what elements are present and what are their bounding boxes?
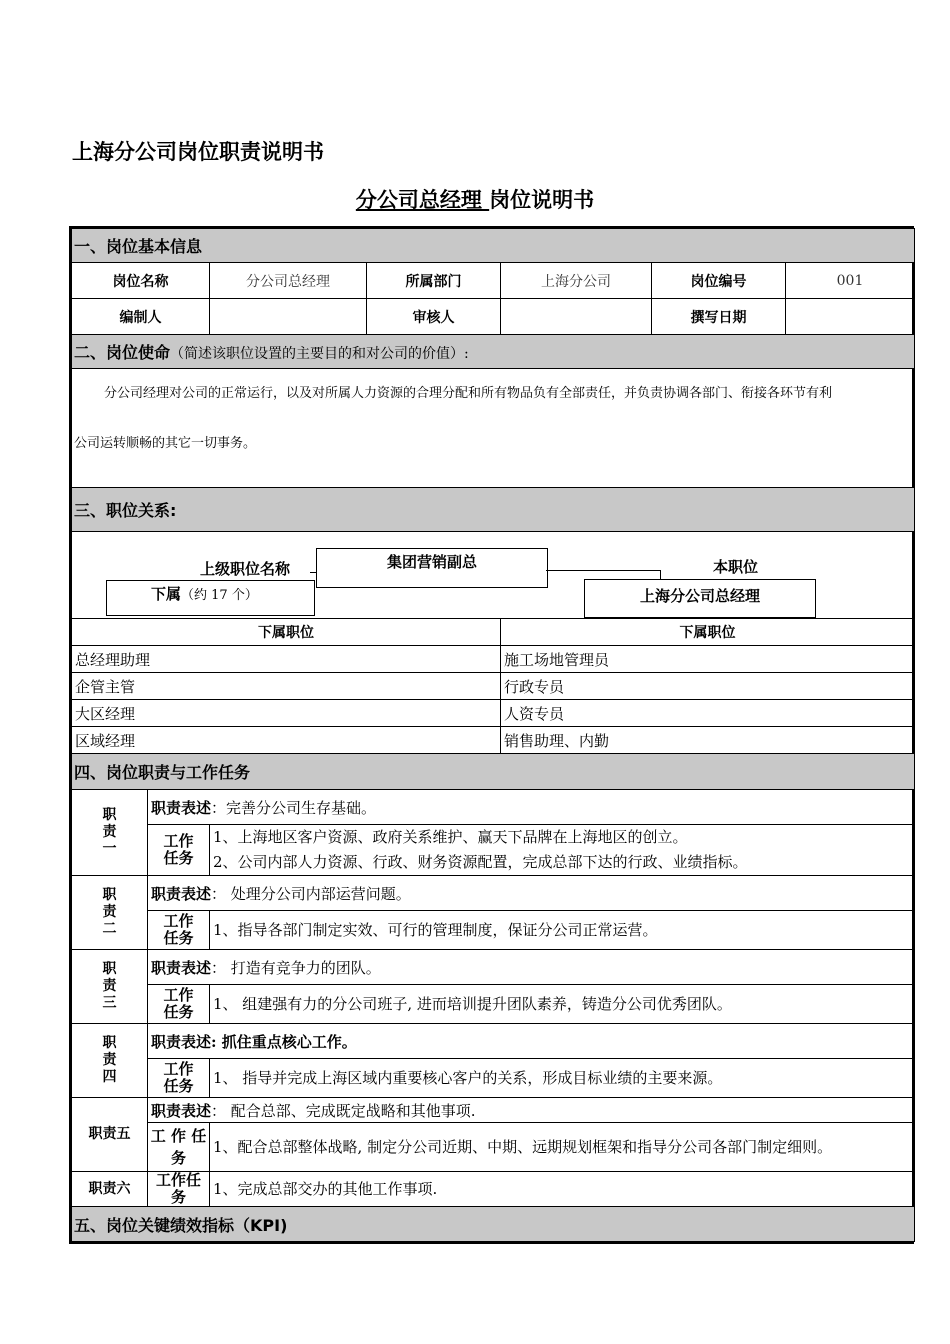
mission-title-text: 二、岗位使命: [74, 343, 171, 362]
self-box: 上海分公司总经理: [584, 579, 816, 618]
duty-description-text: ： 打造有竞争力的团队。: [211, 958, 381, 977]
label-reviewer: 审核人: [367, 299, 501, 335]
subordinate-position: 总经理助理: [72, 646, 501, 673]
duty-description: [148, 790, 915, 825]
task-item: 1、指导各部门制定实效、可行的管理制度，保证分公司正常运营。: [213, 920, 658, 939]
value-position-code: 001: [786, 263, 915, 299]
connector-line: [546, 570, 661, 571]
connector-line: [310, 572, 316, 573]
mission-title-note: （简述该职位设置的主要目的和对公司的价值）:: [170, 346, 469, 362]
subordinate-position: 销售助理、内勤: [501, 727, 915, 754]
duty-description-label: 职责表述: [151, 884, 212, 903]
duty-description: [148, 1098, 915, 1123]
form-title-position: 分公司总经理: [355, 188, 490, 212]
subordinate-position: 行政专员: [501, 673, 915, 700]
duty-description-label: 职责表述: [151, 958, 212, 977]
mission-line-2: 公司运转顺畅的其它一切事务。: [74, 436, 257, 451]
job-description-form: [69, 226, 914, 1244]
label-position-name: 岗位名称: [72, 263, 210, 299]
task-item: 1、 指导并完成上海区域内重要核心客户的关系，形成目标业绩的主要来源。: [213, 1068, 723, 1087]
task-item: 1、完成总部交办的其他工作事项.: [213, 1179, 438, 1198]
value-position-name: 分公司总经理: [210, 263, 367, 299]
value-reviewer: [501, 299, 652, 335]
duty-name: 职 责 一: [72, 790, 148, 876]
duty-description-label: 职责表述: [151, 1101, 212, 1120]
section-duties-title: 四、岗位职责与工作任务: [72, 754, 915, 790]
task-list: [210, 911, 915, 950]
value-date: [786, 299, 915, 335]
mission-text: [72, 369, 915, 488]
task-item: 1、配合总部整体战略, 制定分公司近期、中期、远期规划框架和指导分公司各部门制定细则。: [213, 1137, 833, 1156]
task-label: 工作 任务: [148, 911, 210, 950]
subordinate-position: 人资专员: [501, 700, 915, 727]
form-title: [0, 184, 950, 214]
task-label: 工作 任务: [148, 1059, 210, 1098]
section-mission-title: [72, 335, 915, 369]
duty-description-label: 职责表述: [151, 798, 212, 817]
task-label: 工 作 任 务: [148, 1123, 210, 1172]
duty-name: 职 责 四: [72, 1024, 148, 1098]
task-item: 1、上海地区客户资源、政府关系维护、赢天下品牌在上海地区的创立。: [213, 828, 688, 846]
duty-description-text: : 抓住重点核心工作。: [211, 1032, 357, 1051]
duty-description-text: ： 配合总部、完成既定战略和其他事项.: [211, 1101, 476, 1120]
subordinate-position: 施工场地管理员: [501, 646, 915, 673]
superior-label: 上级职位名称: [200, 560, 291, 578]
label-position-code: 岗位编号: [652, 263, 786, 299]
section-basic-info-title: 一、岗位基本信息: [72, 229, 915, 263]
section-relations-title: 三、职位关系:: [72, 488, 915, 532]
duty-name: 职责五: [72, 1098, 148, 1172]
value-author: [210, 299, 367, 335]
org-chart: [72, 532, 915, 619]
label-date: 撰写日期: [652, 299, 786, 335]
subordinate-header-right: 下属职位: [501, 619, 915, 646]
task-list: [210, 985, 915, 1024]
duty-name: 职 责 三: [72, 950, 148, 1024]
duty-description: [148, 876, 915, 911]
task-label: 工作任 务: [148, 1172, 210, 1207]
task-list: [210, 825, 915, 876]
superior-box: 集团营销副总: [316, 548, 548, 588]
section-kpi-title: 五、岗位关键绩效指标（KPI): [72, 1207, 915, 1242]
subordinate-header-left: 下属职位: [72, 619, 501, 646]
duty-name: 职责六: [72, 1172, 148, 1207]
task-item: 2、公司内部人力资源、行政、财务资源配置，完成总部下达的行政、业绩指标。: [213, 853, 748, 871]
task-label: 工作 任务: [148, 825, 210, 876]
form-table: [71, 228, 915, 1242]
label-author: 编制人: [72, 299, 210, 335]
subordinate-count: （约 17 个）: [181, 588, 258, 603]
value-department: 上海分公司: [501, 263, 652, 299]
connector-line: [660, 570, 661, 580]
duty-description: [148, 1024, 915, 1059]
task-list: [210, 1059, 915, 1098]
duty-description-label: 职责表述: [151, 1032, 212, 1051]
duty-description-text: ：完善分公司生存基础。: [211, 798, 377, 817]
form-title-rest: 岗位说明书: [489, 188, 595, 212]
task-item: 1、 组建强有力的分公司班子, 进而培训提升团队素养，铸造分公司优秀团队。: [213, 994, 732, 1013]
subordinate-position: 大区经理: [72, 700, 501, 727]
duty-description: [148, 950, 915, 985]
subordinate-position: 区域经理: [72, 727, 501, 754]
document-title: 上海分公司岗位职责说明书: [72, 140, 324, 164]
subordinate-position: 企管主管: [72, 673, 501, 700]
mission-line-1: 分公司经理对公司的正常运行，以及对所属人力资源的合理分配和所有物品负有全部责任，并负责协调各部门、衔接各环节有利: [104, 386, 833, 401]
duty-name: 职 责 二: [72, 876, 148, 950]
self-label: 本职位: [713, 558, 759, 576]
subordinate-label: 下属: [151, 585, 182, 603]
label-department: 所属部门: [367, 263, 501, 299]
duty-description-text: ： 处理分公司内部运营问题。: [211, 884, 411, 903]
task-label: 工作 任务: [148, 985, 210, 1024]
subordinate-box: [106, 580, 315, 616]
task-list: [210, 1172, 915, 1207]
task-list: [210, 1123, 915, 1172]
